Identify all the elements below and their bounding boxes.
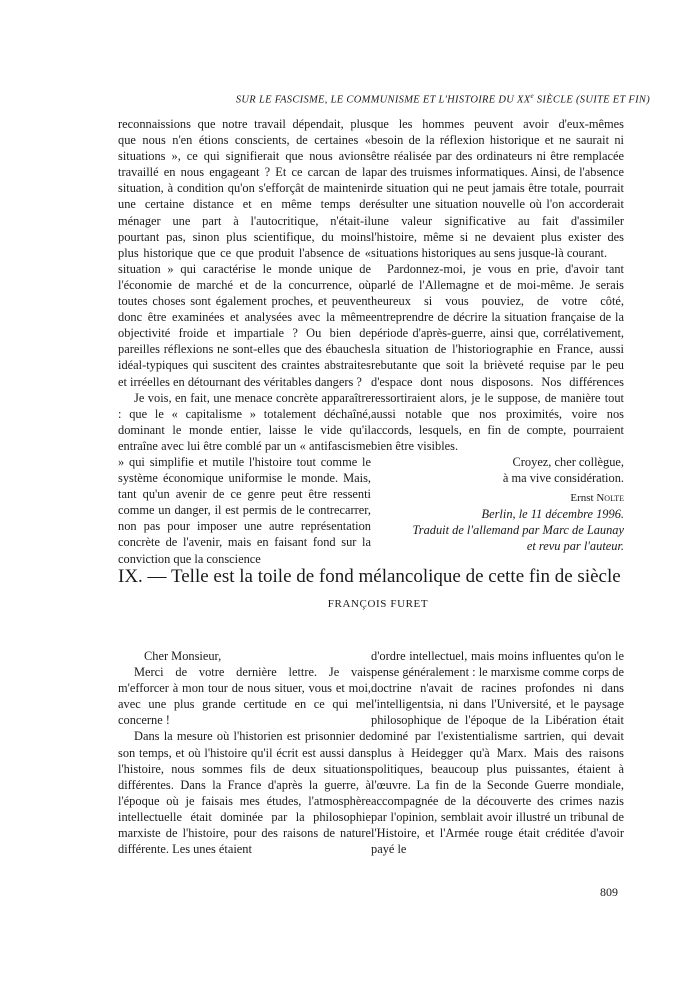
- closing-formula: [371, 454, 624, 486]
- section-author: FRANÇOIS FURET: [327, 598, 429, 610]
- paragraph: que les hommes peuvent avoir d'eux-mêmes besoin de la réflexion historique et ne saurait ni être réalisée par des ordinateurs ni être remplacée par des truismes informatiques. Ainsi, de l'absence de situation qui ne peut jamais être totale, pourrait résulter une situation nouvelle où l'on accorderait une valeur significative au fait d'assimiler l'histoire, même si ne devaient plus exister des situations historiques au sens jusque-là courant.: [371, 117, 624, 260]
- running-head-superscript: e: [530, 92, 534, 100]
- paragraph: reconnaissions que notre travail dépendait, plus que nous n'en étions conscients, de certaines « situations », ce qui signifierait que nous avions travaillé en nous engageant ? Et ce carcan de la situation, à condition qu'on s'efforçât de maintenir une certaine distance et en même temps de ménager une part à l'autocritique, n'était-il pourtant pas, sinon plus scientifique, du moins plus historique que ce que produit l'absence de « situation » qui caractérise le monde unique de l'économie de marché et de la concurrence, où toutes choses sont également proches, et peuvent donc être examinées et analysées avec la même objectivité froide et impartiale ? Ou bien de pareilles réflexions ne sont-elles que des ébauches idéal-typiques qui suscitent des craintes abstraites et irréelles en détournant des véritables dangers ?: [118, 117, 371, 389]
- page-number: 809: [600, 885, 618, 899]
- running-head-suffix: SIÈCLE (SUITE ET FIN): [533, 94, 650, 106]
- translation-note: et revu par l'auteur.: [526, 539, 624, 554]
- translation-note: Traduit de l'allemand par Marc de Launay: [412, 523, 624, 538]
- section-title: IX. — Telle est la toile de fond mélancolique de cette fin de siècle: [118, 566, 621, 587]
- paragraph: Je vois, en fait, une menace concrète apparaître : que le « capitalisme » totalement déchaîné, dominant le monde entier, laisse le vide qu'il entraîne avec lui être comblé par un « antifascisme » qui simplifie et mutile l'histoire tout comme le système économique uniformise le monde. Mais, tant qu'un avenir de ce genre peut être ressenti comme un danger, il est permis de le contrecarrer, non pas pour imposer une autre représentation concrète de l'avenir, mais en faisant fond sur la conviction que la conscience: [118, 390, 371, 566]
- dateline: Berlin, le 11 décembre 1996.: [481, 507, 624, 522]
- salutation: Cher Monsieur,: [144, 649, 222, 663]
- letter-end-column-left: [118, 116, 371, 567]
- running-head-prefix: SUR LE FASCISME, LE COMMUNISME ET L'HISTOIRE DU XX: [235, 94, 531, 106]
- new-letter-column-right: [371, 648, 624, 857]
- paragraph: Pardonnez-moi, je vous en prie, d'avoir tant parlé de l'Allemagne et de moi-même. Je serais heureux si vous pouviez, de votre côté, entreprendre de décrire la situation française de la période d'après-guerre, ainsi que, corrélativement, la situation de l'historiographie en France, aussi rebutante que soit la brièveté requise par le peu d'espace dont nous disposons. Nos différences ressortiraient alors, je le suppose, de manière tout aussi notable que nos proximités, voire nos accords, lesquels, en fin de compte, pourraient bien être visibles.: [371, 261, 624, 453]
- paragraph: Merci de votre dernière lettre. Je vais m'efforcer à mon tour de nous situer, vous et moi, avec une plus grande certitude en ce qui me concerne !: [118, 665, 371, 728]
- paragraph: d'ordre intellectuel, mais moins influentes qu'on le pense généralement : le marxisme comme corps de doctrine n'avait de racines profondes ni dans l'intelligentsia, ni dans l'Université, et le paysage philosophique de l'époque de la Libération était dominé par l'existentialisme sartrien, qui devait plus à Heidegger qu'à Marx. Mais des raisons politiques, beaucoup plus puissantes, étaient à l'œuvre. La fin de la Seconde Guerre mondiale, accompagnée de la découverte des crimes nazis par l'opinion, semblait avoir illustré un tribunal de l'Histoire, et l'Armée rouge était créditée d'avoir payé le: [371, 649, 624, 857]
- closing-line: à ma vive considération.: [502, 471, 624, 486]
- signature: [371, 490, 624, 506]
- signature-last-name: Nolte: [596, 492, 624, 505]
- new-letter-column-left: [118, 648, 371, 857]
- running-head: [90, 92, 650, 106]
- letter-end-column-right: [371, 116, 624, 555]
- signature-first-name: Ernst: [570, 492, 597, 505]
- closing-line: Croyez, cher collègue,: [512, 454, 624, 469]
- paragraph: Dans la mesure où l'historien est prisonnier de son temps, et où l'histoire qu'il écrit est aussi dans l'histoire, nous sommes fils de deux situations différentes. Dans la France d'après la guerre, à l'époque où je faisais mes études, l'atmosphère intellectuelle était dominée par la philosophie marxiste de l'histoire, pour des raisons de nature différente. Les unes étaient: [118, 729, 371, 857]
